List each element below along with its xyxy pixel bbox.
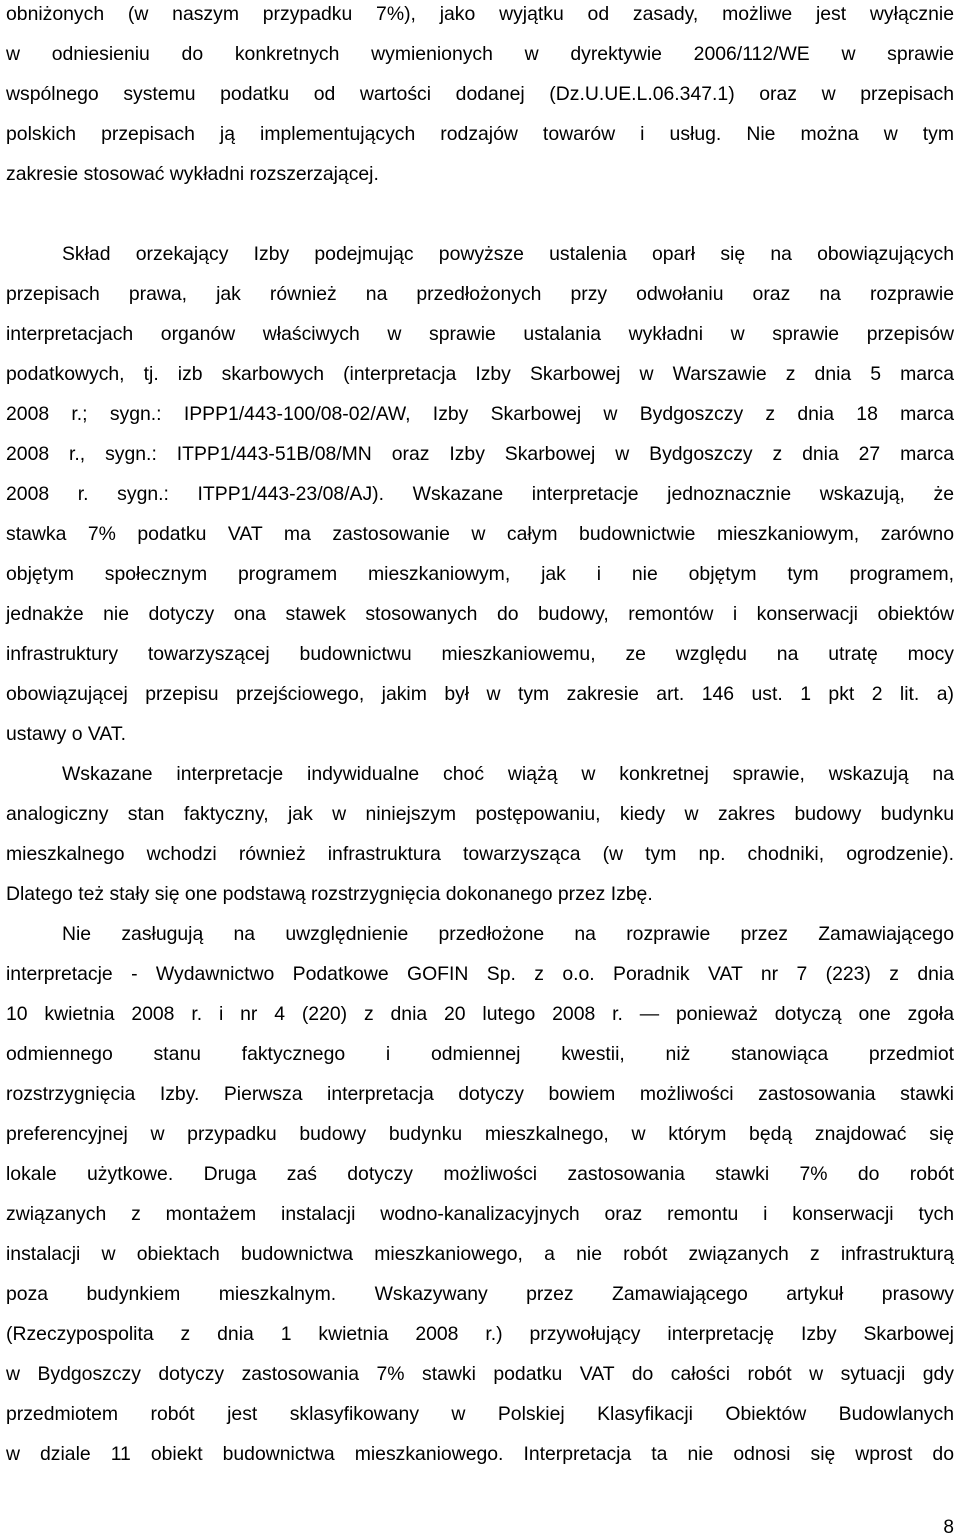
text-line: rozstrzygnięcia Izby. Pierwsza interpretacja dotyczy bowiem możliwości zastosowania stawki <box>6 1083 954 1105</box>
text-line: infrastruktury towarzyszącej budownictwu mieszkaniowemu, ze względu na utratę mocy <box>6 643 954 665</box>
text-line: stawka 7% podatku VAT ma zastosowanie w całym budownictwie mieszkaniowym, zarówno <box>6 523 954 545</box>
text-line: zakresie stosować wykładni rozszerzającej. <box>6 163 379 185</box>
text-line: instalacji w obiektach budownictwa mieszkaniowego, a nie robót związanych z infrastrukturą <box>6 1243 954 1265</box>
text-line: (Rzeczypospolita z dnia 1 kwietnia 2008 r.) przywołujący interpretację Izby Skarbowej <box>6 1323 954 1345</box>
text-line: związanych z montażem instalacji wodno-kanalizacyjnych oraz remontu i konserwacji tych <box>6 1203 954 1225</box>
text-line: interpretacje - Wydawnictwo Podatkowe GOFIN Sp. z o.o. Poradnik VAT nr 7 (223) z dnia <box>6 963 954 985</box>
text-line: preferencyjnej w przypadku budowy budynku mieszkalnego, w którym będą znajdować się <box>6 1123 954 1145</box>
text-line: ustawy o VAT. <box>6 723 126 745</box>
text-line: 2008 r. sygn.: ITPP1/443-23/08/AJ). Wskazane interpretacje jednoznacznie wskazują, że <box>6 483 954 505</box>
page-number: 8 <box>943 1517 954 1538</box>
text-line: odmiennego stanu faktycznego i odmiennej kwestii, niż stanowiąca przedmiot <box>6 1043 954 1065</box>
text-line: analogiczny stan faktyczny, jak w niniejszym postępowaniu, kiedy w zakres budowy budynku <box>6 803 954 825</box>
text-line: 2008 r., sygn.: ITPP1/443-51B/08/MN oraz Izby Skarbowej w Bydgoszczy z dnia 27 marca <box>6 443 954 465</box>
text-line: jednakże nie dotyczy ona stawek stosowanych do budowy, remontów i konserwacji obiektów <box>6 603 954 625</box>
text-line: interpretacjach organów właściwych w sprawie ustalania wykładni w sprawie przepisów <box>6 323 954 345</box>
text-line: Dlatego też stały się one podstawą rozstrzygnięcia dokonanego przez Izbę. <box>6 883 653 905</box>
text-line: 10 kwietnia 2008 r. i nr 4 (220) z dnia 20 lutego 2008 r. — ponieważ dotyczą one zgoła <box>6 1003 954 1025</box>
text-line: podatkowych, tj. izb skarbowych (interpretacja Izby Skarbowej w Warszawie z dnia 5 marca <box>6 363 954 385</box>
text-line: mieszkalnego wchodzi również infrastruktura towarzysząca (w tym np. chodniki, ogrodzenie). <box>6 843 954 865</box>
text-line: w odniesieniu do konkretnych wymienionych w dyrektywie 2006/112/WE w sprawie <box>6 43 954 65</box>
text-line: Skład orzekający Izby podejmując powyższe ustalenia oparł się na obowiązujących <box>62 243 954 265</box>
text-line: obniżonych (w naszym przypadku 7%), jako wyjątku od zasady, możliwe jest wyłącznie <box>6 3 954 25</box>
text-line: lokale użytkowe. Druga zaś dotyczy możliwości zastosowania stawki 7% do robót <box>6 1163 954 1185</box>
text-line: przedmiotem robót jest sklasyfikowany w Polskiej Klasyfikacji Obiektów Budowlanych <box>6 1403 954 1425</box>
text-line: objętym społecznym programem mieszkaniowym, jak i nie objętym tym programem, <box>6 563 954 585</box>
text-line: obowiązującej przepisu przejściowego, jakim był w tym zakresie art. 146 ust. 1 pkt 2 lit. a) <box>6 683 954 705</box>
text-line: Nie zasługują na uwzględnienie przedłożone na rozprawie przez Zamawiającego <box>62 923 954 945</box>
text-line: w dziale 11 obiekt budownictwa mieszkaniowego. Interpretacja ta nie odnosi się wprost do <box>6 1443 954 1465</box>
text-line: poza budynkiem mieszkalnym. Wskazywany przez Zamawiającego artykuł prasowy <box>6 1283 954 1305</box>
text-line: przepisach prawa, jak również na przedłożonych przy odwołaniu oraz na rozprawie <box>6 283 954 305</box>
text-line: wspólnego systemu podatku od wartości dodanej (Dz.U.UE.L.06.347.1) oraz w przepisach <box>6 83 954 105</box>
text-line: w Bydgoszczy dotyczy zastosowania 7% stawki podatku VAT do całości robót w sytuacji gdy <box>6 1363 954 1385</box>
text-line: 2008 r.; sygn.: IPPP1/443-100/08-02/AW, Izby Skarbowej w Bydgoszczy z dnia 18 marca <box>6 403 954 425</box>
text-line: polskich przepisach ją implementujących rodzajów towarów i usług. Nie można w tym <box>6 123 954 145</box>
text-line: Wskazane interpretacje indywidualne choć wiążą w konkretnej sprawie, wskazują na <box>62 763 954 785</box>
